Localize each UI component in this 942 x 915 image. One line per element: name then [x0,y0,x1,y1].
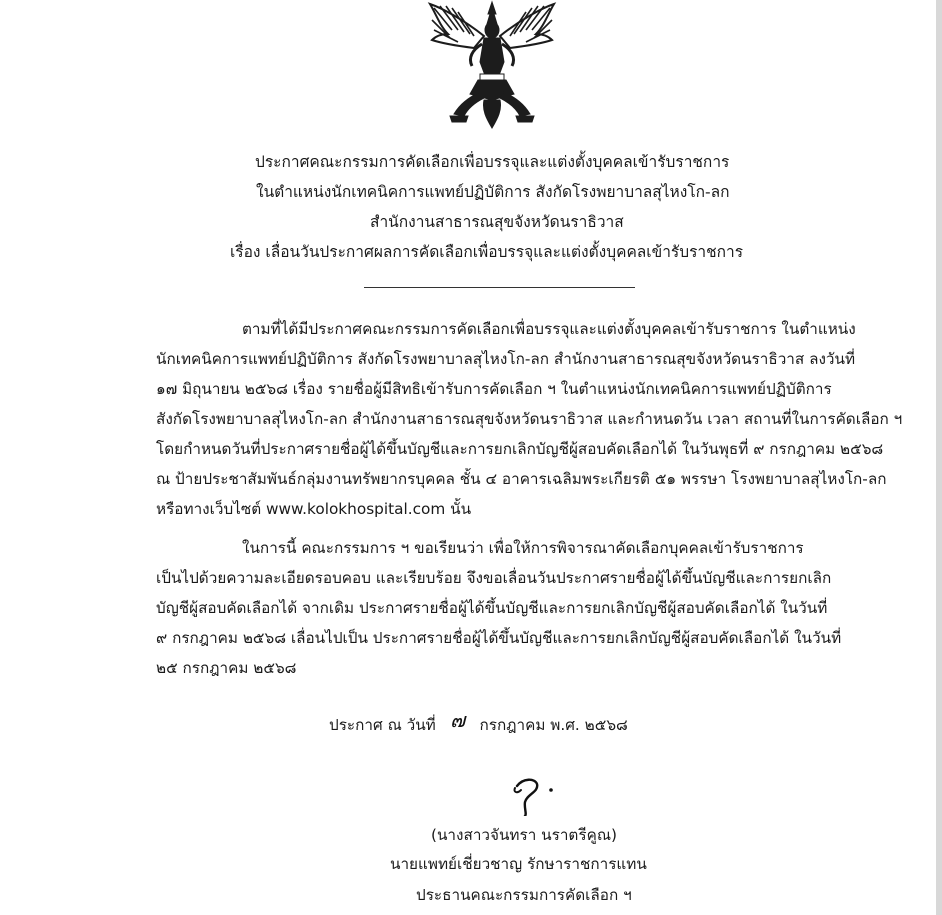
announcement-suffix: กรกฎาคม พ.ศ. ๒๕๖๘ [479,716,628,734]
paragraph-line: เป็นไปด้วยความละเอียดรอบคอบ และเรียบร้อย จึงขอเลื่อนวันประกาศรายชื่อผู้ได้ขึ้นบัญชีและการยกเลิก [156,569,832,587]
paragraph-line: สังกัดโรงพยาบาลสุไหงโก-ลก สำนักงานสาธารณสุขจังหวัดนราธิวาส และกำหนดวัน เวลา สถานที่ในการคัดเลือก ฯ [156,410,903,428]
page-edge-shadow [936,0,942,915]
announcement-date [329,707,628,739]
signatory-position: นายแพทย์เชี่ยวชาญ รักษาราชการแทน [390,855,647,873]
paragraph-line-website: หรือทางเว็บไซต์ www.kolokhospital.com นั้น [156,500,472,518]
paragraph-line: โดยกำหนดวันที่ประกาศรายชื่อผู้ได้ขึ้นบัญชีและการยกเลิกบัญชีผู้สอบคัดเลือกได้ ในวันพุธที่ ๙ กรกฎาคม ๒๕๖๘ [156,440,884,458]
paragraph-line: ๒๕ กรกฎาคม ๒๕๖๘ [156,659,297,677]
signatory-role: ประธานคณะกรรมการคัดเลือก ฯ [416,886,632,904]
paragraph-line: ณ ป้ายประชาสัมพันธ์กลุ่มงานทรัพยากรบุคคล ชั้น ๔ อาคารเฉลิมพระเกียรติ ๕๑ พรรษา โรงพยาบาลสุไหงโก-ลก [156,470,887,488]
title-line-1: ประกาศคณะกรรมการคัดเลือกเพื่อบรรจุและแต่งตั้งบุคคลเข้ารับราชการ [255,153,730,171]
title-line-3: สำนักงานสาธารณสุขจังหวัดนราธิวาส [370,213,624,231]
paragraph-line: ในการนี้ คณะกรรมการ ฯ ขอเรียนว่า เพื่อให้การพิจารณาคัดเลือกบุคคลเข้ารับราชการ [242,539,804,557]
announcement-day: ๗ [450,708,466,732]
paragraph-line: บัญชีผู้สอบคัดเลือกได้ จากเดิม ประกาศรายชื่อผู้ได้ขึ้นบัญชีและการยกเลิกบัญชีผู้สอบคัดเลือกได้ ในวันที่ [156,599,828,617]
announcement-prefix: ประกาศ ณ วันที่ [329,716,436,734]
signature-mark [503,772,563,816]
paragraph-line: ตามที่ได้มีประกาศคณะกรรมการคัดเลือกเพื่อบรรจุและแต่งตั้งบุคคลเข้ารับราชการ ในตำแหน่ง [242,320,856,338]
garuda-emblem-icon [424,0,560,132]
title-line-2: ในตำแหน่งนักเทคนิคการแพทย์ปฏิบัติการ สังกัดโรงพยาบาลสุไหงโก-ลก [256,183,730,201]
paragraph-line: ๑๗ มิถุนายน ๒๕๖๘ เรื่อง รายชื่อผู้มีสิทธิเข้ารับการคัดเลือก ฯ ในตำแหน่งนักเทคนิคการแพทย์ปฏิบัติการ [156,380,832,398]
paragraph-line: ๙ กรกฎาคม ๒๕๖๘ เลื่อนไปเป็น ประกาศรายชื่อผู้ได้ขึ้นบัญชีและการยกเลิกบัญชีผู้สอบคัดเลือกได้ ในวันที่ [156,629,842,647]
title-divider [364,287,635,288]
paragraph-line: นักเทคนิคการแพทย์ปฏิบัติการ สังกัดโรงพยาบาลสุไหงโก-ลก สำนักงานสาธารณสุขจังหวัดนราธิวาส ลงวันที่ [156,350,856,368]
subject-line: เรื่อง เลื่อนวันประกาศผลการคัดเลือกเพื่อบรรจุและแต่งตั้งบุคคลเข้ารับราชการ [230,243,744,261]
signatory-name: (นางสาวจันทรา นราตรีคูณ) [431,826,617,844]
